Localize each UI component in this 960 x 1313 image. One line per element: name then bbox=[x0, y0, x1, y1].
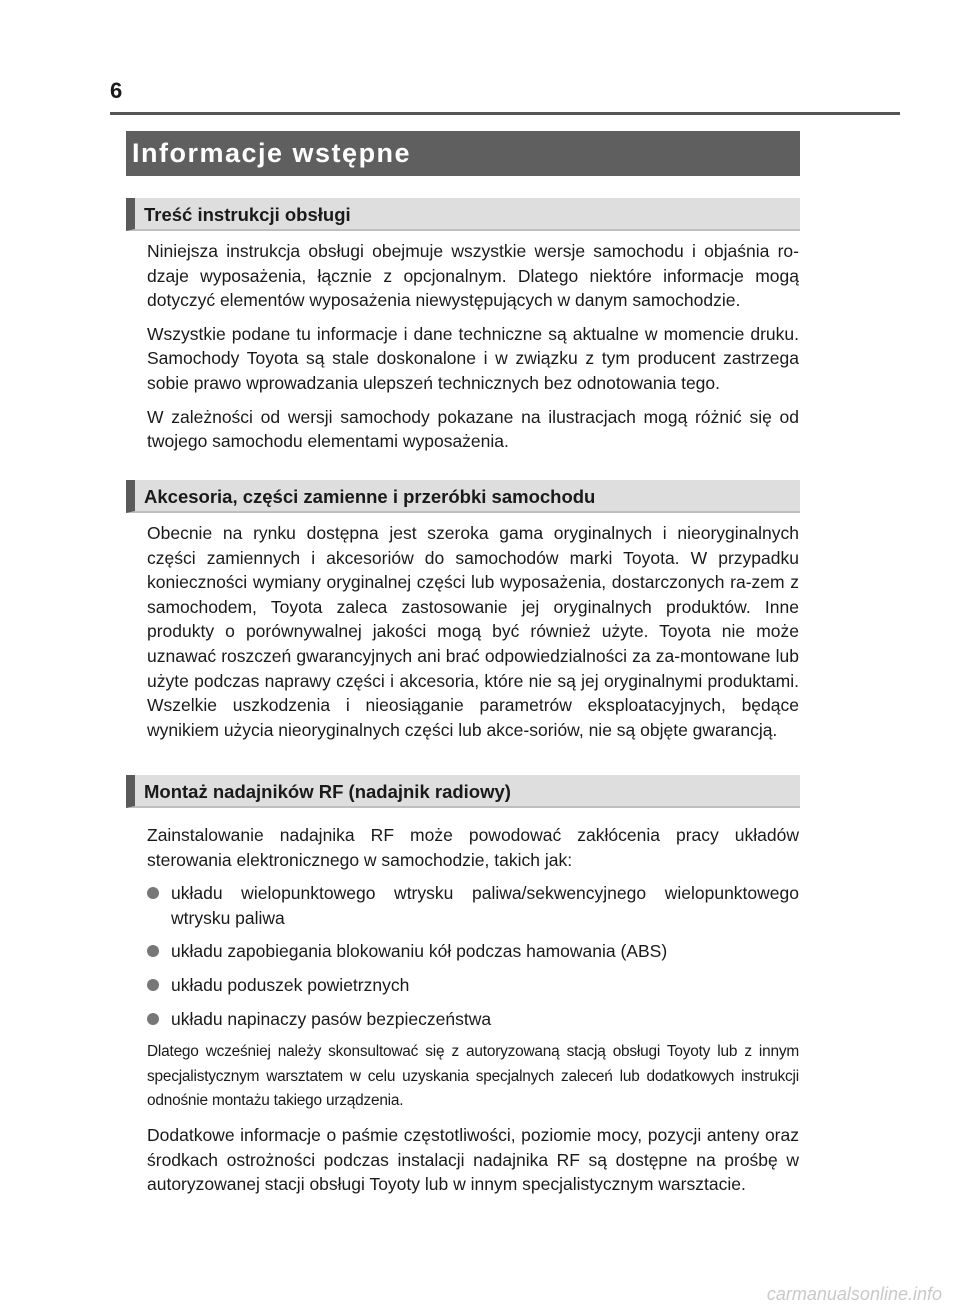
section-body-montaz bbox=[147, 823, 799, 1206]
section-header-akcesoria: Akcesoria, części zamienne i przeróbki samochodu bbox=[126, 480, 800, 513]
paragraph: Dodatkowe informacje o paśmie częstotliwości, poziomie mocy, pozycji anteny oraz środkach ostrożności podczas instalacji nadajnika RF są dostępne na prośbę w autoryzowanej stacji obsługi Toyoty lub w innym specjalistycznym warsztacie. bbox=[147, 1124, 799, 1195]
paragraph: Niniejsza instrukcja obsługi obejmuje wszystkie wersje samochodu i objaśnia ro-dzaje wyposażenia, łącznie z opcjonalnym. Dlatego niektóre informacje mogą dotyczyć elementów wyposażenia niewystępujących w danym samochodzie. bbox=[147, 241, 799, 311]
paragraph: Zainstalowanie nadajnika RF może powodować zakłócenia pracy układów sterowania elektronicznego w samochodzie, takich jak: bbox=[147, 825, 799, 870]
list-item-text: układu napinaczy pasów bezpieczeństwa bbox=[171, 1008, 492, 1029]
chapter-title: Informacje wstępne bbox=[126, 131, 800, 176]
section-header-montaz: Montaż nadajników RF (nadajnik radiowy) bbox=[126, 775, 800, 808]
paragraph: W zależności od wersji samochody pokazane na ilustracjach mogą różnić się od twojego samochodu elementami wyposażenia. bbox=[147, 406, 799, 452]
bullet-icon bbox=[147, 979, 159, 991]
paragraph: Wszystkie podane tu informacje i dane techniczne są aktualne w momencie druku. Samochody Toyota są stale doskonalone i w związku z tym producent zastrzega sobie prawo wprowadzania ulepszeń technicznych bez odnotowania tego. bbox=[147, 323, 799, 393]
list-item bbox=[147, 939, 799, 964]
list-item-text: układu poduszek powietrznych bbox=[171, 974, 410, 995]
list-item bbox=[147, 973, 799, 998]
bullet-icon bbox=[147, 887, 159, 899]
list-item bbox=[147, 1007, 799, 1032]
paragraph: Dlatego wcześniej należy skonsultować się z autoryzowaną stacją obsługi Toyoty lub z innym specjalistycznym warsztatem w celu uzyskania specjalnych zaleceń lub dodatkowych instrukcji odnośnie montażu takiego urządzenia. bbox=[147, 1043, 799, 1110]
bullet-icon bbox=[147, 1013, 159, 1025]
page-number: 6 bbox=[110, 78, 123, 103]
paragraph: Obecnie na rynku dostępna jest szeroka gama oryginalnych i nieoryginalnych części zamiennych i akcesoriów do samochodów marki Toyota. W przypadku konieczności wymiany oryginalnej części lub wyposażenia, dostarczonych ra-zem z samochodem, Toyota zaleca zastosowanie jej oryginalnych produktów. Inne produkty o porównywalnej jakości mogą być również użyte. Toyota nie może uznawać roszczeń gwarancyjnych ani brać odpowiedzialności za za-montowane lub użyte podczas naprawy części i akcesoria, które nie są jej oryginalnymi produktami. Wszelkie uszkodzenia i nieosiąganie parametrów eksploatacyjnych, będące wynikiem użycia nieoryginalnych części lub akce-soriów, nie są objęte gwarancją. bbox=[147, 523, 799, 740]
list-item-text: układu zapobiegania blokowaniu kół podczas hamowania (ABS) bbox=[171, 941, 668, 962]
list-item bbox=[147, 881, 799, 930]
section-header-tresc: Treść instrukcji obsługi bbox=[126, 198, 800, 231]
watermark: carmanualsonline.info bbox=[766, 1284, 942, 1304]
list-item-text: układu wielopunktowego wtrysku paliwa/sekwencyjnego wielopunktowego wtrysku paliwa bbox=[171, 883, 799, 928]
bullet-list bbox=[147, 881, 799, 1031]
section-body-tresc bbox=[147, 239, 799, 463]
top-rule bbox=[110, 112, 900, 115]
section-body-akcesoria bbox=[147, 521, 799, 751]
bullet-icon bbox=[147, 945, 159, 957]
